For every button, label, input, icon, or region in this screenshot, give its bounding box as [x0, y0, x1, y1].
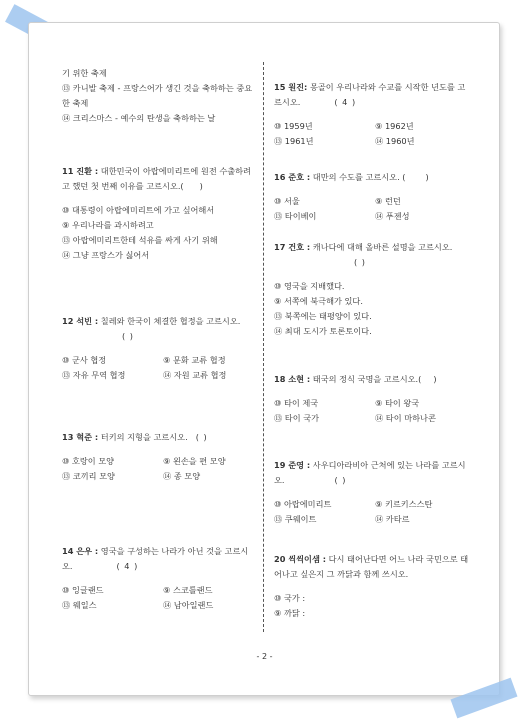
option-1[interactable]: ⑩ 잉글랜드	[62, 585, 104, 595]
answer-blank[interactable]: ( 4 )	[334, 97, 357, 107]
option-4[interactable]: ⑭ 타이 마하나콘	[375, 413, 436, 423]
question-20-text	[274, 552, 470, 582]
answer-blank[interactable]: )	[199, 181, 204, 191]
question-18	[274, 372, 470, 426]
question-18-prompt: 태국의 정식 국명을 고르시오.(	[310, 374, 422, 384]
option-3[interactable]: ⑬ 아랍에미리트한테 석유를 싸게 사기 위해	[62, 235, 218, 245]
country-answer-line[interactable]: ⑩ 국가 :	[274, 593, 306, 603]
option-4[interactable]: ⑭ 종 모양	[163, 471, 201, 481]
question-13-label: 13 혁준 :	[62, 432, 99, 442]
reason-answer-line[interactable]: ⑨ 까닭 :	[274, 608, 306, 618]
continuation-line: 기 위한 축제	[62, 68, 107, 78]
option-1[interactable]: ⑩ 호랑이 모양	[62, 456, 115, 466]
question-12-options	[62, 353, 258, 383]
option-4[interactable]: ⑭ 최대 도시가 토론토이다.	[274, 326, 372, 336]
option-3[interactable]: ⑬ 타이 국가	[274, 413, 320, 423]
option-3[interactable]: ⑬ 웨일스	[62, 600, 97, 610]
question-13-options	[62, 454, 258, 484]
option-2[interactable]: ⑨ 문화 교류 협정	[163, 355, 226, 365]
question-15-options	[274, 119, 470, 149]
question-17-prompt: 캐나다에 대해 올바른 설명을 고르시오.	[310, 242, 453, 252]
question-16	[274, 170, 470, 224]
continuation-option-4: ⑭ 크리스마스 - 예수의 탄생을 축하하는 날	[62, 113, 216, 123]
continuation-option-3: ⑬ 카니발 축제 - 프랑스어가 생긴 것을 축하하는 중요한 축제	[62, 83, 253, 108]
option-4[interactable]: ⑭ 자원 교류 협정	[163, 370, 227, 380]
question-19-prompt: 사우디아라비아 근처에 있는 나라를 고르시오.	[274, 460, 466, 485]
option-3[interactable]: ⑬ 북쪽에는 태평양이 있다.	[274, 311, 372, 321]
option-1[interactable]: ⑩ 군사 협정	[62, 355, 107, 365]
question-19	[274, 458, 470, 527]
option-1[interactable]: ⑩ 1959년	[274, 121, 313, 131]
answer-blank[interactable]: )	[433, 374, 438, 384]
option-2[interactable]: ⑨ 타이 왕국	[375, 398, 420, 408]
question-18-label: 18 소현 :	[274, 374, 311, 384]
question-19-text	[274, 458, 470, 488]
column-divider	[263, 62, 264, 632]
answer-blank[interactable]: ( )	[122, 331, 134, 341]
option-4[interactable]: ⑭ 그냥 프랑스가 싫어서	[62, 250, 150, 260]
question-11-prompt: 대한민국이 아랍에미리트에 원전 수출하려고 했던 첫 번째 이유를 고르시오.(	[62, 166, 251, 191]
option-2[interactable]: ⑨ 서쪽에 북극해가 있다.	[274, 296, 363, 306]
option-3[interactable]: ⑬ 코끼리 모양	[62, 471, 115, 481]
answer-blank[interactable]: ( )	[195, 432, 208, 442]
option-2[interactable]: ⑨ 왼손을 편 모양	[163, 456, 226, 466]
question-16-options	[274, 194, 470, 224]
question-20-prompt: 다시 태어난다면 어느 나라 국민으로 태어나고 싶은지 그 까닭과 함께 쓰시오.	[274, 554, 469, 579]
option-1[interactable]: ⑩ 서울	[274, 196, 300, 206]
question-18-text	[274, 372, 470, 387]
question-14-text	[62, 544, 258, 574]
question-12-text	[62, 314, 258, 344]
question-14	[62, 544, 258, 613]
question-15-text	[274, 80, 470, 110]
question-19-options	[274, 497, 470, 527]
question-16-text	[274, 170, 470, 185]
option-1[interactable]: ⑩ 타이 제국	[274, 398, 319, 408]
question-14-label: 14 은우 :	[62, 546, 99, 556]
option-4[interactable]: ⑭ 남아일랜드	[163, 600, 214, 610]
option-4[interactable]: ⑭ 카타르	[375, 514, 410, 524]
answer-blank[interactable]: ( )	[354, 257, 366, 267]
option-3[interactable]: ⑬ 쿠웨이트	[274, 514, 317, 524]
question-14-prompt: 영국을 구성하는 나라가 아닌 것을 고르시오.	[62, 546, 249, 571]
question-19-label: 19 준영 :	[274, 460, 311, 470]
question-15-label: 15 원진:	[274, 82, 308, 92]
question-11	[62, 164, 258, 263]
option-2[interactable]: ⑨ 런던	[375, 196, 401, 206]
question-15	[274, 80, 470, 149]
page-number: - 2 -	[256, 652, 273, 661]
option-4[interactable]: ⑭ 푸젠성	[375, 211, 410, 221]
question-10-continuation	[62, 66, 258, 126]
option-3[interactable]: ⑬ 타이베이	[274, 211, 317, 221]
question-17	[274, 240, 470, 339]
answer-blank[interactable]: ( 4 )	[116, 561, 139, 571]
question-11-options	[62, 203, 258, 263]
question-17-label: 17 건호 :	[274, 242, 311, 252]
question-12	[62, 314, 258, 383]
question-14-options	[62, 583, 258, 613]
answer-blank[interactable]: ( )	[334, 475, 347, 485]
question-20-label: 20 씩씩이샘 :	[274, 554, 327, 564]
answer-blank[interactable]: )	[425, 172, 430, 182]
option-1[interactable]: ⑩ 대통령이 아랍에미리트에 가고 싶어해서	[62, 205, 215, 215]
option-2[interactable]: ⑨ 스코틀랜드	[163, 585, 213, 595]
question-12-label: 12 석빈 :	[62, 316, 99, 326]
question-12-prompt: 칠레와 한국이 체결한 협정을 고르시오.	[98, 316, 241, 326]
question-13-prompt: 터키의 지형을 고르시오.	[98, 432, 188, 442]
question-13	[62, 430, 258, 484]
question-15-prompt: 몽골이 우리나라와 수교를 시작한 년도를 고르시오.	[274, 82, 466, 107]
question-16-label: 16 준호 :	[274, 172, 311, 182]
question-13-text	[62, 430, 258, 445]
option-2[interactable]: ⑨ 1962년	[375, 121, 414, 131]
question-18-options	[274, 396, 470, 426]
option-2[interactable]: ⑨ 키르키스스탄	[375, 499, 433, 509]
question-11-label: 11 진환 :	[62, 166, 99, 176]
question-17-text	[274, 240, 470, 270]
question-20	[274, 552, 470, 621]
option-4[interactable]: ⑭ 1960년	[375, 136, 415, 146]
option-3[interactable]: ⑬ 1961년	[274, 136, 314, 146]
option-3[interactable]: ⑬ 자유 무역 협정	[62, 370, 126, 380]
question-16-prompt: 대만의 수도를 고르시오. (	[310, 172, 406, 182]
option-1[interactable]: ⑩ 아랍에미리트	[274, 499, 332, 509]
option-2[interactable]: ⑨ 우리나라를 과시하려고	[62, 220, 154, 230]
question-11-text	[62, 164, 258, 194]
question-17-options	[274, 279, 470, 339]
question-20-answer-lines	[274, 591, 470, 621]
option-1[interactable]: ⑩ 영국을 지배했다.	[274, 281, 345, 291]
